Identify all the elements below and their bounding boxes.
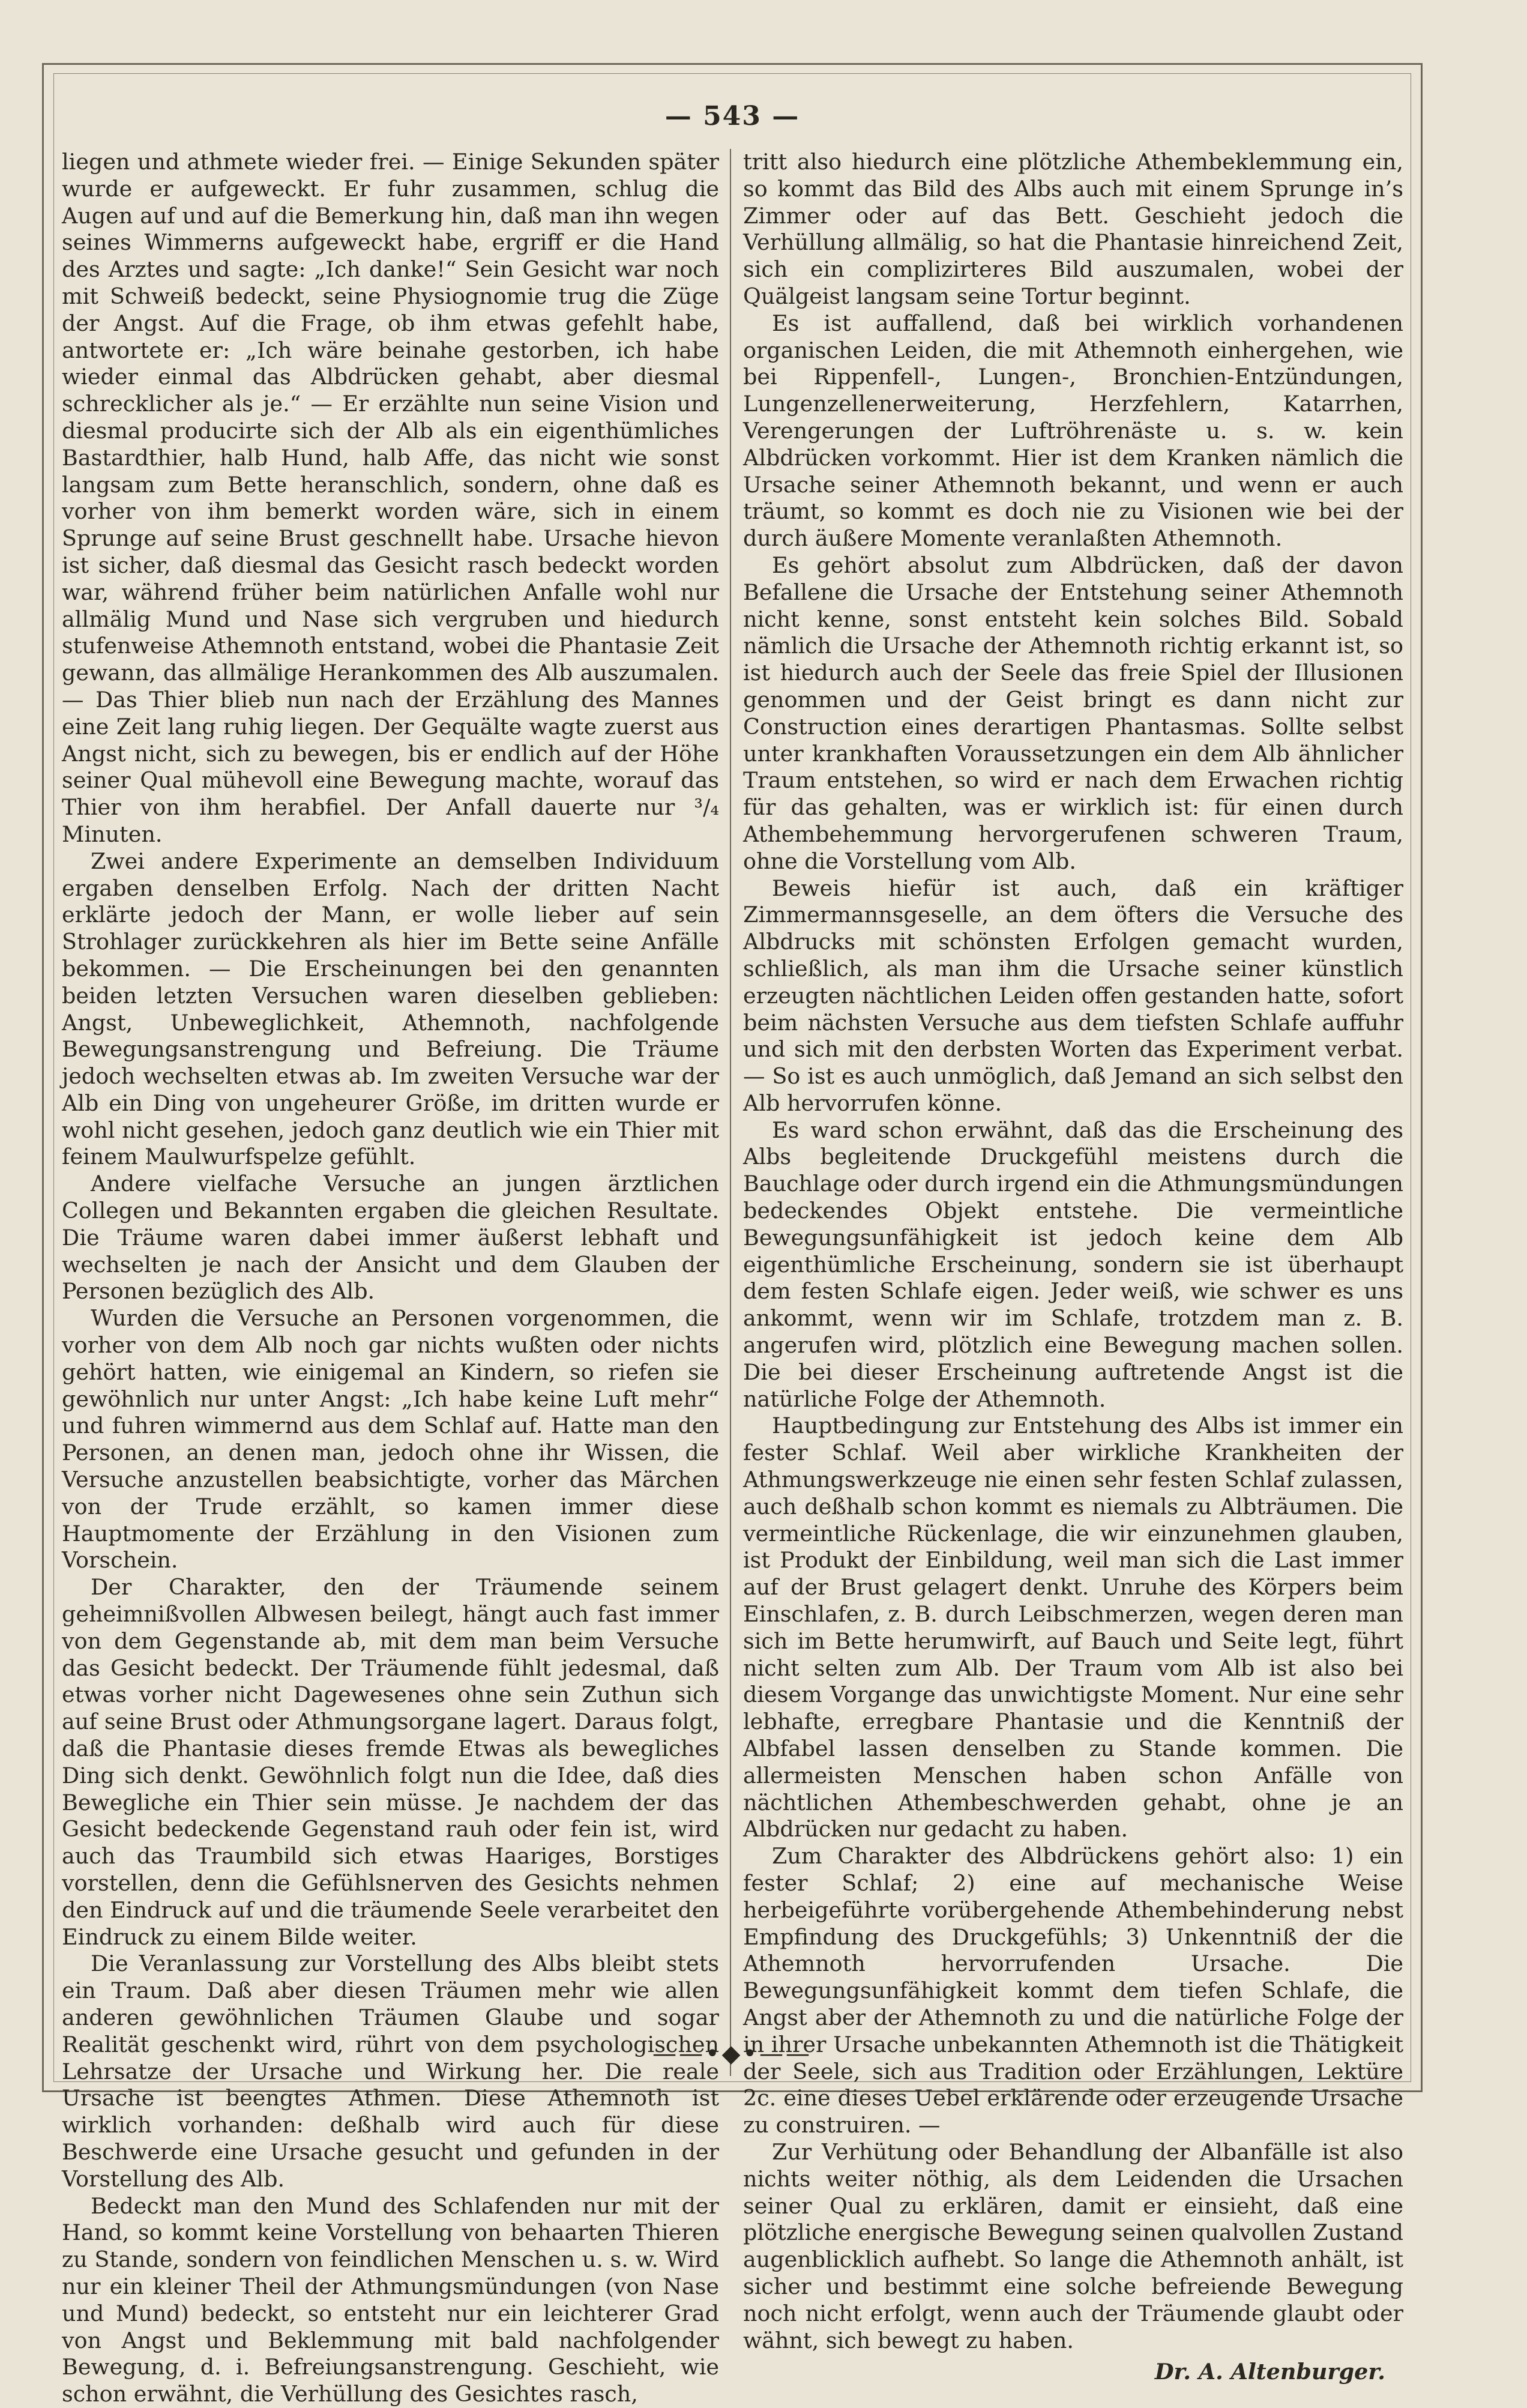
page-number: — 543 — [664, 101, 800, 131]
paragraph: Der Charakter, den der Träumende seinem geheimnißvollen Albwesen beilegt, hängt auch fast immer von dem Gegenstande ab, mit dem man beim Versuche das Gesicht bedeckt. Der Träumende fühlt jedesmal, daß etwas vorher nicht Dagewesenes ohne sein Zuthun sich auf seine Brust oder Athmungsorgane lagert. Daraus folgt, daß die Phantasie dieses fremde Etwas als bewegliches Ding sich denkt. Gewöhnlich folgt nun die Idee, daß dies Bewegliche ein Thier sein müsse. Je nachdem der das Gesicht bedeckende Gegenstand rauh oder fein ist, wird auch das Traumbild sich etwas Haariges, Borstiges vorstellen, denn die Gefühlsnerven des Gesichts nehmen den Eindruck auf und die träumende Seele verarbeitet den Eindruck zu einem Bilde weiter. [62, 1574, 719, 1950]
paragraph: Bedeckt man den Mund des Schlafenden nur mit der Hand, so kommt keine Vorstellung von behaarten Thieren zu Stande, sondern von feindlichen Menschen u. s. w. Wird nur ein kleiner Theil der Athmungsmündungen (von Nase und Mund) bedeckt, so entsteht nur ein leichterer Grad von Angst und Beklemmung mit bald nachfolgender Bewegung, d. i. Befreiungsanstrengung. Geschieht, wie schon erwähnt, die Verhüllung des Gesichtes rasch, [62, 2192, 719, 2407]
author-signature: Dr. A. Altenburger. [1154, 2359, 1385, 2385]
paragraph: Andere vielfache Versuche an jungen ärztlichen Collegen und Bekannten ergaben die gleichen Resultate. Die Träume waren dabei immer äußerst lebhaft und wechselten je nach der Ansicht und dem Glauben der Personen bezüglich des Alb. [62, 1171, 719, 1305]
paragraph: Es gehört absolut zum Albdrücken, daß der davon Befallene die Ursache der Entstehung seiner Athemnoth nicht kenne, sonst entsteht kein solches Bild. Sobald nämlich die Ursache der Athemnoth richtig erkannt ist, so ist hiedurch auch der Seele das freie Spiel der Illusionen genommen und der Geist bringt es dann nicht zur Construction eines derartigen Phantasmas. Sollte selbst unter krankhaften Voraussetzungen ein dem Alb ähnlicher Traum entstehen, so wird er nach dem Erwachen richtig für das gehalten, was er wirklich ist: für einen durch Athembehemmung hervorgerufenen schweren Traum, ohne die Vorstellung vom Alb. [743, 552, 1403, 874]
end-ornament: ——•◆•—— [652, 2040, 812, 2068]
page-frame [42, 63, 1423, 2407]
left-column [62, 149, 719, 2407]
paragraph: Beweis hiefür ist auch, daß ein kräftiger Zimmermannsgeselle, an dem öfters die Versuche des Albdrucks mit schönsten Erfolgen gemacht wurden, schließlich, als man ihm die Ursache seiner künstlich erzeugten nächtlichen Leiden offen gestanden hatte, sofort beim nächsten Versuche aus dem tiefsten Schlafe auffuhr und sich mit den derbsten Worten das Experiment verbat. — So ist es auch unmöglich, daß Jemand an sich selbst den Alb hervorrufen könne. [743, 875, 1403, 1116]
paragraph: Wurden die Versuche an Personen vorgenommen, die vorher von dem Alb noch gar nichts wußten oder nichts gehört hatten, wie einigemal an Kindern, so riefen sie gewöhnlich nur unter Angst: „Ich habe keine Luft mehr“ und fuhren wimmernd aus dem Schlaf auf. Hatte man den Personen, an denen man, jedoch ohne ihr Wissen, die Versuche anzustellen beabsichtigte, vorher das Märchen von der Trude erzählt, so kamen immer diese Hauptmomente der Erzählung in den Visionen zum Vorschein. [62, 1305, 719, 1574]
paragraph: Zur Verhütung oder Behandlung der Albanfälle ist also nichts weiter nöthig, als dem Leidenden die Ursachen seiner Qual zu erklären, damit er einsieht, daß eine plötzliche energische Bewegung seinen qualvollen Zustand augenblicklich aufhebt. So lange die Athemnoth anhält, ist sicher und bestimmt eine solche befreiende Bewegung noch nicht erfolgt, wenn auch der Träumende glaubt oder wähnt, sich bewegt zu haben. [743, 2138, 1403, 2353]
paragraph: Es ist auffallend, daß bei wirklich vorhandenen organischen Leiden, die mit Athemnoth einhergehen, wie bei Rippenfell-, Lungen-, Bronchien-Entzündungen, Lungenzellenerweiterung, Herzfehlern, Katarrhen, Verengerungen der Luftröhrenäste u. s. w. kein Albdrücken vorkommt. Hier ist dem Kranken nämlich die Ursache seiner Athemnoth bekannt, und wenn er auch träumt, so kommt es doch nie zu Visionen wie bei der durch äußere Momente veranlaßten Athemnoth. [743, 310, 1403, 552]
paragraph: tritt also hiedurch eine plötzliche Athembeklemmung ein, so kommt das Bild des Albs auch mit einem Sprunge in’s Zimmer oder auf das Bett. Geschieht jedoch die Verhüllung allmälig, so hat die Phantasie hinreichend Zeit, sich ein complizirteres Bild auszumalen, wobei der Quälgeist langsam seine Tortur beginnt. [743, 149, 1403, 309]
paragraph: Die Veranlassung zur Vorstellung des Albs bleibt stets ein Traum. Daß aber diesen Träumen mehr wie allen anderen gewöhnlichen Träumen Glaube und sogar Realität geschenkt wird, rührt von dem psychologischen Lehrsatze der Ursache und Wirkung her. Die reale Ursache ist beengtes Athmen. Diese Athemnoth ist wirklich vorhanden: deßhalb wird auch für diese Beschwerde eine Ursache gesucht und gefunden in der Vorstellung des Alb. [62, 1951, 719, 2192]
paragraph: liegen und athmete wieder frei. — Einige Sekunden später wurde er aufgeweckt. Er fuhr zusammen, schlug die Augen auf und auf die Bemerkung hin, daß man ihn wegen seines Wimmerns aufgeweckt habe, ergriff er die Hand des Arztes und sagte: „Ich danke!“ Sein Gesicht war noch mit Schweiß bedeckt, seine Physiognomie trug die Züge der Angst. Auf die Frage, ob ihm etwas gefehlt habe, antwortete er: „Ich wäre beinahe gestorben, ich habe wieder einmal das Albdrücken gehabt, aber diesmal schrecklicher als je.“ — Er erzählte nun seine Vision und diesmal producirte sich der Alb als ein eigenthümliches Bastardthier, halb Hund, halb Affe, das nicht wie sonst langsam zum Bette heranschlich, sondern, ohne daß es vorher von ihm bemerkt worden wäre, sich in einem Sprunge auf seine Brust geschnellt habe. Ursache hievon ist sicher, daß diesmal das Gesicht rasch bedeckt worden war, während früher beim natürlichen Anfalle wohl nur allmälig Mund und Nase sich vergruben und hiedurch stufenweise Athemnoth entstand, wobei die Phantasie Zeit gewann, das allmälige Herankommen des Alb auszumalen. — Das Thier blieb nun nach der Erzählung des Mannes eine Zeit lang ruhig liegen. Der Gequälte wagte zuerst aus Angst nicht, sich zu bewegen, bis er endlich auf der Höhe seiner Qual mühevoll eine Bewegung machte, worauf das Thier von ihm herabfiel. Der Anfall dauerte nur ³/₄ Minuten. [62, 149, 719, 847]
right-column [743, 149, 1403, 2385]
paragraph: Zwei andere Experimente an demselben Individuum ergaben denselben Erfolg. Nach der dritten Nacht erklärte jedoch der Mann, er wolle lieber auf sein Strohlager zurückkehren als hier im Bette seine Anfälle bekommen. — Die Erscheinungen bei den genannten beiden letzten Versuchen waren dieselben geblieben: Angst, Unbeweglichkeit, Athemnoth, nachfolgende Bewegungsanstrengung und Befreiung. Die Träume jedoch wechselten etwas ab. Im zweiten Versuche war der Alb ein Ding von ungeheurer Größe, im dritten wurde er wohl nicht gesehen, jedoch ganz deutlich wie ein Thier mit feinem Maulwurfspelze gefühlt. [62, 848, 719, 1170]
paragraph: Es ward schon erwähnt, daß das die Erscheinung des Albs begleitende Druckgefühl meistens durch die Bauchlage oder durch irgend ein die Athmungsmündungen bedeckendes Objekt entstehe. Die vermeintliche Bewegungsunfähigkeit ist jedoch keine dem Alb eigenthümliche Erscheinung, sondern sie ist überhaupt dem festen Schlafe eigen. Jeder weiß, wie schwer es uns ankommt, wenn wir im Schlafe, trotzdem man z. B. angerufen wird, plötzlich eine Bewegung machen sollen. Die bei dieser Erscheinung auftretende Angst ist die natürliche Folge der Athemnoth. [743, 1117, 1403, 1412]
paragraph: Hauptbedingung zur Entstehung des Albs ist immer ein fester Schlaf. Weil aber wirkliche Krankheiten der Athmungswerkzeuge nie einen sehr festen Schlaf zulassen, auch deßhalb schon kommt es niemals zu Albträumen. Die vermeintliche Rückenlage, die wir einzunehmen glauben, ist Produkt der Einbildung, weil man sich die Last immer auf der Brust gelagert denkt. Unruhe des Körpers beim Einschlafen, z. B. durch Leibschmerzen, wegen deren man sich im Bette herumwirft, auf Bauch und Seite legt, führt nicht selten zum Alb. Der Traum vom Alb ist also bei diesem Vorgange das unwichtigste Moment. Nur eine sehr lebhafte, erregbare Phantasie und die Kenntniß der Albfabel lassen denselben zu Stande kommen. Die allermeisten Menschen haben schon Anfälle von nächtlichen Athembeschwerden gehabt, ohne je an Albdrücken nur gedacht zu haben. [743, 1413, 1403, 1842]
paragraph: Zum Charakter des Albdrückens gehört also: 1) ein fester Schlaf; 2) eine auf mechanische Weise herbeigeführte vorübergehende Athembehinderung nebst Empfindung des Druckgefühls; 3) Unkenntniß der die Athemnoth hervorrufenden Ursache. Die Bewegungsunfähigkeit kommt dem tiefen Schlafe, die Angst aber der Athemnoth zu und die natürliche Folge der in ihrer Ursache unbekannten Athemnoth ist die Thätigkeit der Seele, sich aus Tradition oder Erzählungen, Lektüre 2c. eine dieses Uebel erklärende oder erzeugende Ursache zu construiren. — [743, 1843, 1403, 2138]
column-divider [730, 149, 731, 2076]
